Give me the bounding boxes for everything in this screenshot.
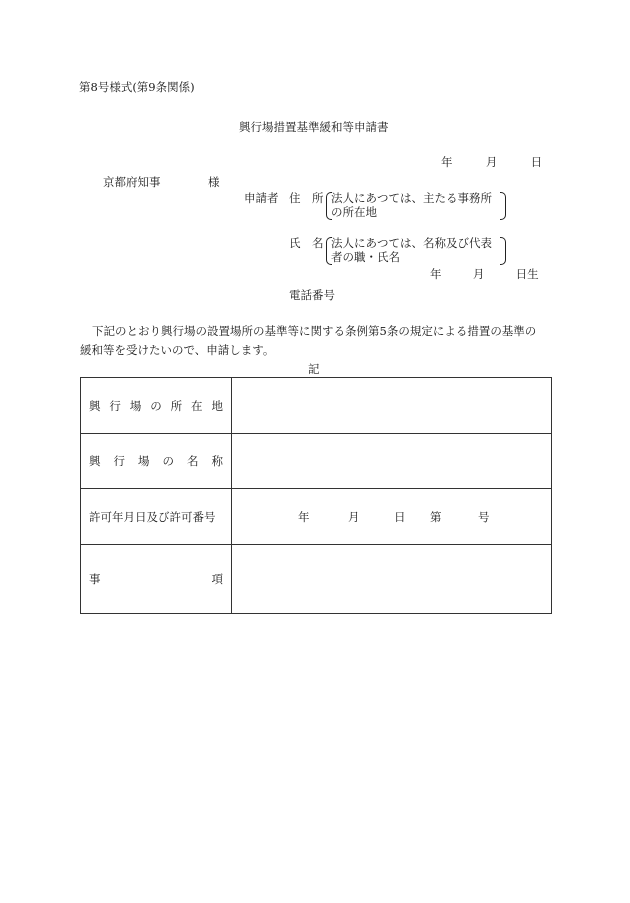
location-value-cell[interactable]: [232, 378, 552, 434]
permit-go: 号: [478, 509, 490, 524]
body-text-line2: 緩和等を受けたいので、申請します。: [80, 343, 275, 357]
facility-name-label: [81, 453, 231, 469]
label-char: 地: [211, 398, 223, 413]
table-row-name: [81, 434, 552, 489]
date-month: 月: [485, 155, 498, 169]
location-label-cell: [81, 378, 232, 434]
date-line: [441, 157, 542, 169]
address-note-line1: 法人にあつては、主たる事務所: [331, 191, 492, 205]
label-char: 項: [211, 572, 223, 586]
phone-label: 電話番号: [289, 288, 335, 302]
birth-line: [430, 269, 539, 281]
table-row-permit: [81, 489, 552, 545]
facility-name-value-cell[interactable]: [232, 434, 552, 489]
name-note-line1: 法人にあつては、名称及び代表: [331, 236, 492, 250]
date-year: 年: [441, 155, 453, 169]
label-char: の: [162, 454, 174, 468]
page-title: 興行場措置基準緩和等申請書: [239, 120, 389, 134]
label-char: 所: [170, 398, 183, 413]
label-char: 行: [113, 454, 125, 468]
name-label-cell: [81, 434, 232, 489]
name-bracket-right: [500, 237, 506, 265]
permit-value: [232, 509, 551, 525]
label-char: 名: [187, 454, 199, 468]
label-char: 興: [89, 398, 101, 413]
permit-day: 日: [394, 509, 406, 524]
birth-year: 年: [430, 267, 442, 281]
form-number: 第8号様式(第9条関係): [79, 80, 195, 94]
address-bracket-right: [500, 192, 506, 220]
label-char: 場: [129, 398, 142, 413]
location-label: [81, 398, 231, 414]
body-text-line1: 下記のとおり興行場の設置場所の基準等に関する条例第5条の規定による措置の基準の: [92, 324, 537, 338]
table-row-matters: [81, 545, 552, 614]
permit-year: 年: [298, 509, 310, 524]
matters-label-cell: [81, 545, 232, 614]
label-char: 事: [89, 572, 101, 586]
birth-month: 月: [472, 267, 485, 281]
ki-heading: 記: [308, 362, 320, 376]
date-day: 日: [530, 155, 543, 169]
matters-value-cell[interactable]: [232, 545, 552, 614]
applicant-label: 申請者: [244, 191, 279, 205]
permit-month: 月: [348, 509, 360, 524]
address-label: 住 所: [289, 191, 324, 205]
permit-label: 許可年月日及び許可番号: [89, 509, 216, 524]
matters-label: [81, 571, 231, 587]
label-char: 称: [211, 454, 223, 468]
permit-label-cell: [81, 489, 232, 545]
address-note-line2: の所在地: [331, 205, 377, 219]
honorific: 様: [208, 175, 220, 189]
label-char: 場: [138, 454, 150, 468]
label-char: 行: [109, 398, 121, 413]
birth-day: 日生: [515, 267, 539, 281]
permit-dai: 第: [430, 509, 442, 524]
name-label: 氏 名: [289, 236, 324, 250]
table-row-location: [81, 378, 552, 434]
addressee: 京都府知事: [103, 175, 161, 189]
label-char: 在: [191, 398, 203, 413]
name-note-line2: 者の職・氏名: [331, 250, 400, 264]
label-char: 興: [89, 454, 101, 468]
application-table: [80, 377, 552, 614]
label-char: の: [150, 398, 162, 413]
permit-value-cell[interactable]: [232, 489, 552, 545]
